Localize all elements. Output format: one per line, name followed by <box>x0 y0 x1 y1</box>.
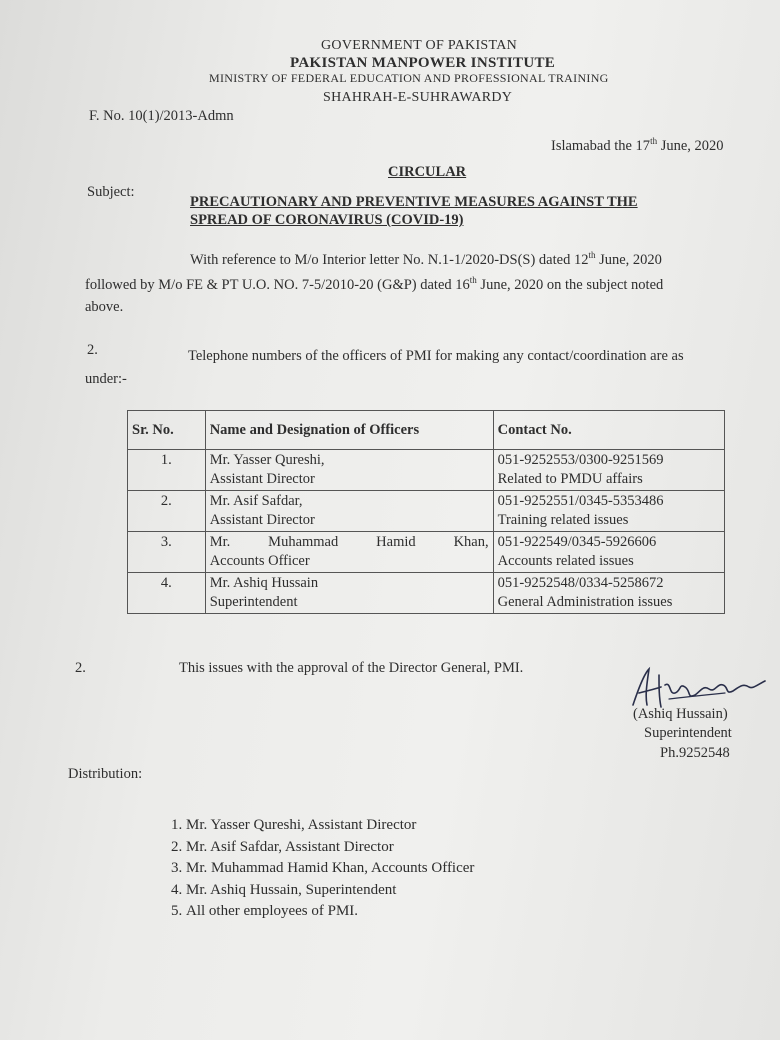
header-government: GOVERNMENT OF PAKISTAN <box>321 38 518 53</box>
header-address: SHAHRAH-E-SUHRAWARDY <box>323 90 513 105</box>
row-sr: 1. <box>128 450 206 491</box>
list-item: 4. Mr. Ashiq Hussain, Superintendent <box>186 880 474 902</box>
list-item: 1. Mr. Yasser Qureshi, Assistant Director <box>186 815 474 837</box>
contact-phone: 051-9252548/0334-5258672 <box>497 575 664 591</box>
header-ministry: MINISTRY OF FEDERAL EDUCATION AND PROFESSIONAL TRAINING <box>209 71 609 85</box>
officer-name: Mr. Asif Safdar, <box>209 493 303 509</box>
header-name-designation: Name and Designation of Officers <box>205 411 493 450</box>
list-item: 5. All other employees of PMI. <box>186 901 474 923</box>
row-contact <box>493 573 724 614</box>
officer-designation: Assistant Director <box>209 471 315 487</box>
table-row <box>128 532 725 573</box>
circular-title: CIRCULAR <box>388 164 467 180</box>
subject-label: Subject: <box>87 184 135 200</box>
subject-line-1: PRECAUTIONARY AND PREVENTIVE MEASURES AGAINST THE <box>190 194 638 210</box>
officer-designation: Assistant Director <box>209 512 315 528</box>
para1-line-2: followed by M/o FE & PT U.O. NO. 7-5/2010-20 (G&P) dated 16th June, 2020 on the subject noted <box>85 275 664 293</box>
row-officer <box>205 573 493 614</box>
table-row <box>128 450 725 491</box>
para1-line-3: above. <box>85 299 124 315</box>
list-item: 3. Mr. Muhammad Hamid Khan, Accounts Officer <box>186 858 474 880</box>
subject-line-2: SPREAD OF CORONAVIRUS (COVID-19) <box>190 212 464 228</box>
contact-note: Training related issues <box>497 512 629 528</box>
contact-note: Related to PMDU affairs <box>497 471 643 487</box>
officer-name: Mr. Muhammad Hamid Khan, <box>209 534 489 550</box>
para2-line-2: under:- <box>85 371 127 387</box>
table-header-row <box>128 411 725 450</box>
contact-note: General Administration issues <box>497 594 673 610</box>
table-row <box>128 491 725 532</box>
officer-name: Mr. Yasser Qureshi, <box>209 452 325 468</box>
contact-note: Accounts related issues <box>497 553 634 569</box>
para2-number: 2. <box>87 342 98 358</box>
file-number: F. No. 10(1)/2013-Admn <box>89 108 234 124</box>
officer-name: Mr. Ashiq Hussain <box>209 575 319 591</box>
signatory-name: (Ashiq Hussain) <box>633 706 728 722</box>
row-contact <box>493 532 724 573</box>
row-sr: 4. <box>128 573 206 614</box>
contact-phone: 051-9252551/0345-5353486 <box>497 493 664 509</box>
row-contact <box>493 450 724 491</box>
list-item: 2. Mr. Asif Safdar, Assistant Director <box>186 837 474 859</box>
row-sr: 2. <box>128 491 206 532</box>
contacts-table <box>127 410 725 614</box>
officer-designation: Accounts Officer <box>209 553 310 569</box>
officer-designation: Superintendent <box>209 594 298 610</box>
row-officer <box>205 491 493 532</box>
table-row <box>128 573 725 614</box>
row-sr: 3. <box>128 532 206 573</box>
row-contact <box>493 491 724 532</box>
signatory-designation: Superintendent <box>644 725 732 741</box>
header-institute: PAKISTAN MANPOWER INSTITUTE <box>290 55 556 71</box>
para3-number: 2. <box>75 660 86 676</box>
header-contact-no: Contact No. <box>493 411 724 450</box>
signatory-phone: Ph.9252548 <box>660 745 730 761</box>
contact-phone: 051-9252553/0300-9251569 <box>497 452 664 468</box>
distribution-label: Distribution: <box>68 766 143 782</box>
contact-phone: 051-922549/0345-5926606 <box>497 534 657 550</box>
distribution-list <box>158 815 474 923</box>
para1-line-1: With reference to M/o Interior letter No. N.1-1/2020-DS(S) dated 12th June, 2020 <box>190 250 662 268</box>
row-officer <box>205 450 493 491</box>
issue-date: Islamabad the 17th June, 2020 <box>551 136 724 154</box>
header-sr-no: Sr. No. <box>128 411 206 450</box>
row-officer <box>205 532 493 573</box>
para2-line-1: Telephone numbers of the officers of PMI for making any contact/coordination are as <box>188 348 684 364</box>
para3-text: This issues with the approval of the Director General, PMI. <box>179 660 524 676</box>
